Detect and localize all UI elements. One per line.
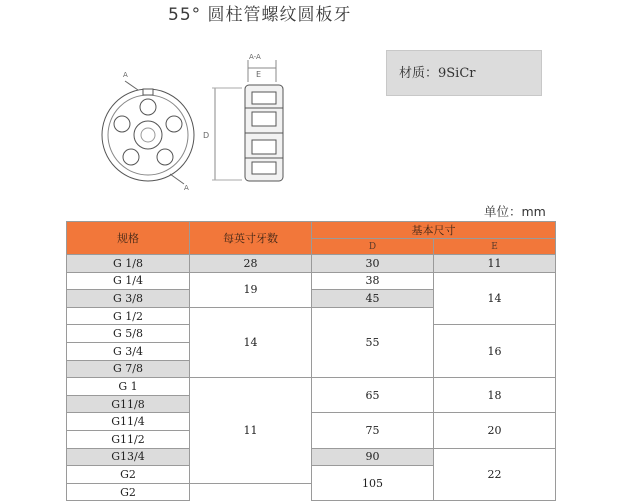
dim-e-label: E <box>256 70 262 79</box>
header-e: E <box>434 239 556 255</box>
spec-cell: G 3/8 <box>67 290 190 308</box>
spec-cell: G2 <box>67 466 190 484</box>
header-d: D <box>312 239 434 255</box>
spec-cell: G 5/8 <box>67 325 190 343</box>
die-side-view <box>212 60 283 181</box>
section-marker: A-A <box>249 53 261 61</box>
e-cell: 22 <box>434 448 556 501</box>
d-cell: 65 <box>312 378 434 413</box>
e-cell: 14 <box>434 272 556 325</box>
d-cell: 90 <box>312 448 434 466</box>
spec-table <box>66 221 556 501</box>
header-basic: 基本尺寸 <box>312 222 556 239</box>
spec-cell: G 7/8 <box>67 360 190 378</box>
d-cell: 38 <box>312 272 434 290</box>
header-tpi: 每英寸牙数 <box>190 222 312 255</box>
spec-cell: G 1/2 <box>67 307 190 325</box>
spec-cell: G11/2 <box>67 430 190 448</box>
spec-cell: G11/4 <box>67 413 190 431</box>
d-cell: 45 <box>312 290 434 308</box>
material-box: 材质：9SiCr <box>386 50 542 96</box>
dim-d-label: D <box>203 131 210 140</box>
e-cell: 20 <box>434 413 556 448</box>
d-cell: 105 <box>312 466 434 501</box>
d-cell: 55 <box>312 307 434 377</box>
section-label-top: A <box>123 71 128 79</box>
tpi-cell: 28 <box>190 255 312 273</box>
page-title: 55° 圆柱管螺纹圆板牙 <box>168 5 352 25</box>
tpi-cell: 19 <box>190 272 312 307</box>
spec-cell: G2 <box>67 483 190 501</box>
die-drawing <box>90 40 320 200</box>
e-cell: 18 <box>434 378 556 413</box>
section-label-bottom: A <box>184 184 189 192</box>
spec-cell: G 1 <box>67 378 190 396</box>
spec-cell: G 1/4 <box>67 272 190 290</box>
spec-cell: G11/8 <box>67 395 190 413</box>
d-cell: 30 <box>312 255 434 273</box>
e-cell: 16 <box>434 325 556 378</box>
tpi-cell: 11 <box>190 378 312 484</box>
e-cell: 11 <box>434 255 556 273</box>
tpi-cell: 14 <box>190 307 312 377</box>
die-front-view <box>102 81 194 184</box>
spec-cell: G 3/4 <box>67 342 190 360</box>
d-cell: 75 <box>312 413 434 448</box>
spec-cell: G13/4 <box>67 448 190 466</box>
spec-cell: G 1/8 <box>67 255 190 273</box>
unit-label: 单位：mm <box>484 204 546 219</box>
header-spec: 规格 <box>67 222 190 255</box>
